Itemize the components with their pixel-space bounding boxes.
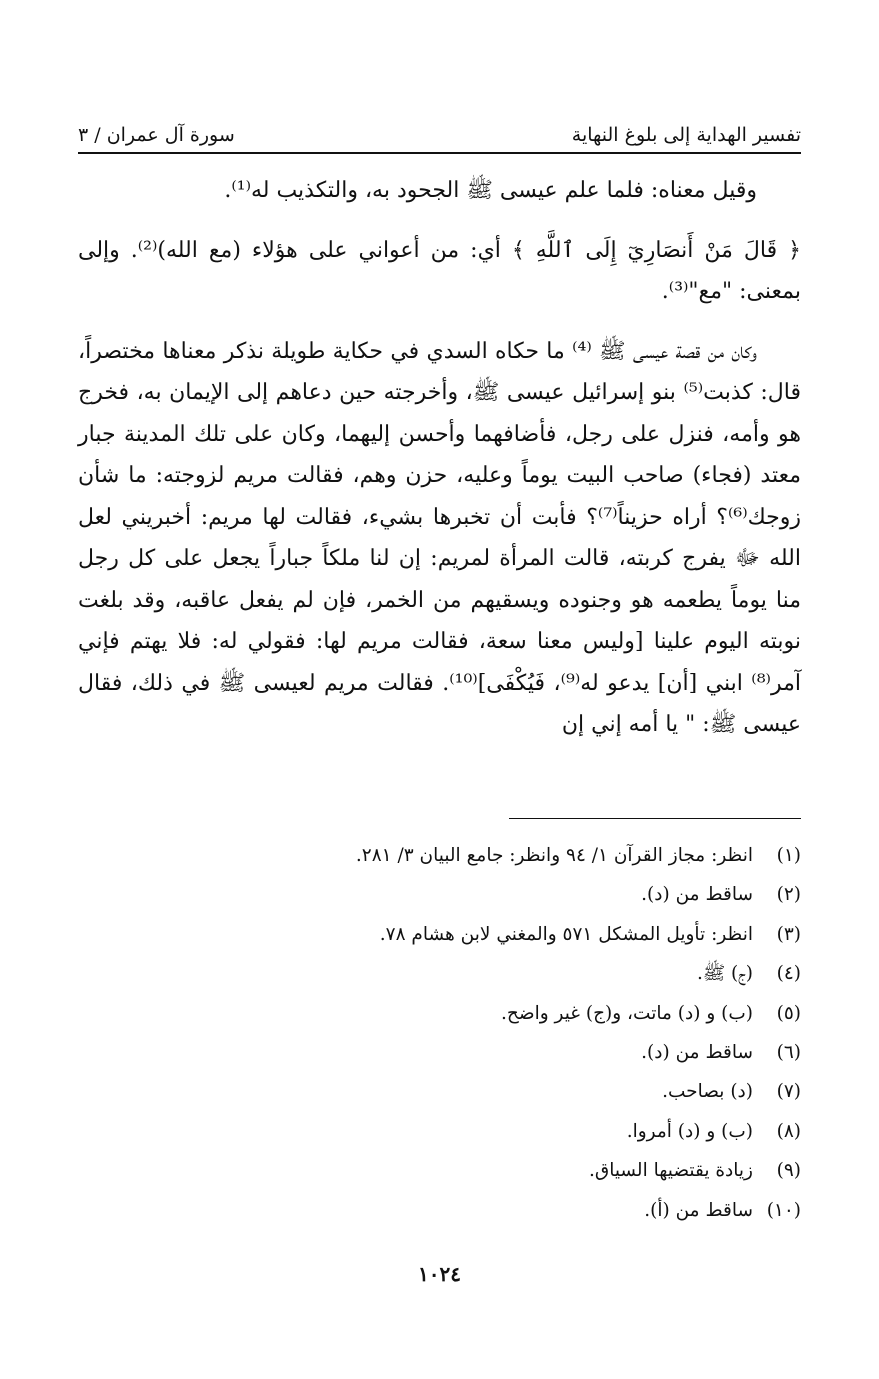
footnote-number: (٥) <box>776 1002 801 1024</box>
main-text <box>78 170 801 746</box>
footnote-item <box>78 1191 801 1230</box>
footnote-text: ساقط من (أ). <box>644 1199 753 1221</box>
footnote-number: (٣) <box>776 923 801 945</box>
book-title: تفسير الهداية إلى بلوغ النهاية <box>571 124 801 146</box>
footnote-item <box>78 915 801 954</box>
header-divider <box>78 152 801 154</box>
footnote-number: (١٠) <box>766 1199 801 1221</box>
footnote-number: (٢) <box>776 884 801 906</box>
footnote-divider <box>509 818 801 819</box>
footnote-text: زيادة يقتضيها السياق. <box>588 1160 753 1182</box>
footnote-text: انظر: مجاز القرآن ١/ ٩٤ وانظر: جامع البيان ٣/ ٢٨١. <box>355 845 753 866</box>
footnote-item <box>78 954 801 993</box>
paragraph-3: وكان من قصة عيسى ﷺ ⁽⁴⁾ ما حكاه السدي في حكاية طويلة نذكر معناها مختصراً، قال: كذبت⁽⁵⁾ بنو إسرائيل عيسى ﷺ، وأخرجته حين دعاهم إلى الإيمان به، فخرج هو وأمه، فنزل على رجل، فأضافهما وأحسن إليهما، وكان على تلك المدينة جبار معتد (فجاء) صاحب البيت يوماً وعليه، حزن وهم، فقالت مريم لزوجته: ما شأن زوجك⁽⁶⁾؟ أراه حزيناً⁽⁷⁾؟ فأبت أن تخبرها بشيء، فقالت لها مريم: أخبريني لعل الله ﷻ يفرج كربته، قالت المرأة لمريم: إن لنا ملكاً جباراً يجعل على كل رجل منا يوماً يطعمه هو وجنوده ويسقيهم من الخمر، فإن لم يفعل عاقبه، وقد بلغت نوبته اليوم علينا [وليس معنا سعة، فقالت مريم لها: فقولي له: فلا يهتم فإني آمر⁽⁸⁾ ابني [أن] يدعو له⁽⁹⁾، فَيُكْفَى]⁽¹⁰⁾. فقالت مريم لعيسى ﷺ في ذلك، فقال عيسى ﷺ: " يا أمه إني إن <box>78 338 801 737</box>
footnote-item <box>78 1112 801 1151</box>
footnote-number: (٨) <box>776 1120 801 1142</box>
paragraph-2: ﴿ قَالَ مَنْ أَنصَارِيٓ إِلَى ٱللَّهِ ﴾ أي: من أعواني على هؤلاء (مع الله)⁽²⁾. وإلى بمعنى: "مع"⁽³⁾. <box>78 237 801 304</box>
footnote-text: (ب) و (د) أمروا. <box>626 1120 753 1142</box>
footnote-item <box>78 1072 801 1111</box>
footnotes-list <box>78 836 801 1230</box>
footnote-item <box>78 994 801 1033</box>
footnote-text: (د) بصاحب. <box>662 1081 753 1103</box>
footnote-text: ساقط من (د). <box>641 1042 753 1064</box>
footnote-number: (٦) <box>776 1042 801 1064</box>
footnote-number: (٤) <box>776 963 801 985</box>
surah-label: سورة آل عمران / ٣ <box>78 124 235 146</box>
footnote-number: (١) <box>776 845 801 866</box>
footnote-item <box>78 836 801 875</box>
footnote-text: ساقط من (د). <box>641 884 753 906</box>
page-number: ١٠٢٤ <box>418 1262 461 1286</box>
footnote-number: (٧) <box>776 1081 801 1103</box>
footnote-item <box>78 1033 801 1072</box>
footnote-text: (ج) ﷺ. <box>696 963 753 985</box>
paragraph-1: وقيل معناه: فلما علم عيسى ﷺ الجحود به، والتكذيب له⁽¹⁾. <box>224 178 757 203</box>
footnote-number: (٩) <box>776 1160 801 1182</box>
footnote-text: انظر: تأويل المشكل ٥٧١ والمغني لابن هشام ٧٨. <box>379 923 753 945</box>
footnote-item <box>78 875 801 914</box>
footnote-item <box>78 1151 801 1190</box>
footnote-text: (ب) و (د) ماتت، و(ج) غير واضح. <box>501 1002 753 1024</box>
running-header <box>78 112 801 146</box>
